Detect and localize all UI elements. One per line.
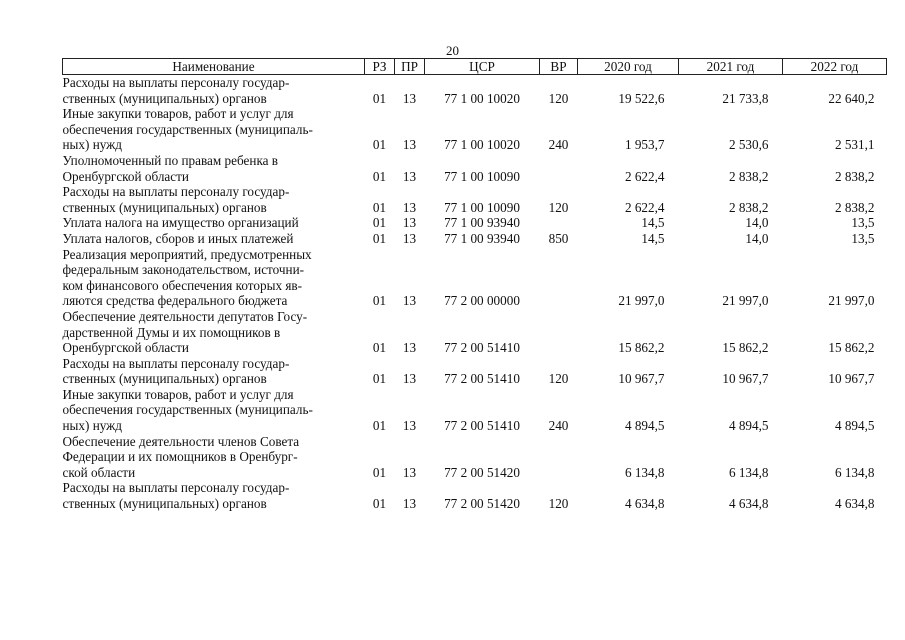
row-pr: 13 — [402, 230, 417, 246]
row-2022: 6 134,8 — [834, 464, 875, 480]
row-2021: 2 838,2 — [728, 168, 769, 184]
header-pr: ПР — [395, 59, 425, 75]
row-vr — [540, 309, 578, 356]
row-2022: 13,5 — [851, 230, 875, 246]
row-vr: 850 — [548, 230, 569, 246]
row-csr: 77 2 00 51410 — [444, 371, 520, 387]
table-row — [63, 106, 887, 153]
row-pr: 13 — [402, 496, 417, 512]
row-2022: 2 838,2 — [834, 168, 875, 184]
row-2020: 14,5 — [641, 215, 665, 231]
header-name: Наименование — [63, 59, 365, 75]
row-name: Уплата налога на имущество организаций — [62, 215, 299, 231]
row-csr: 77 2 00 51420 — [444, 496, 520, 512]
header-2022: 2022 год — [783, 59, 887, 75]
row-name: Расходы на выплаты персоналу государ- ственных (муниципальных) органов — [62, 355, 290, 387]
row-pr: 13 — [402, 293, 417, 309]
table-row — [63, 247, 887, 309]
row-csr: 77 1 00 10090 — [444, 199, 520, 215]
row-rz: 01 — [372, 215, 387, 231]
row-2022: 13,5 — [851, 215, 875, 231]
row-name: Обеспечение деятельности депутатов Госу- дарственной Думы и их помощников в Оренбургской области — [62, 308, 308, 356]
row-csr: 77 1 00 93940 — [444, 230, 520, 246]
row-2020: 2 622,4 — [624, 199, 665, 215]
row-rz: 01 — [372, 418, 387, 434]
row-2020: 10 967,7 — [618, 371, 665, 387]
table-row — [63, 75, 887, 107]
row-vr: 120 — [548, 199, 569, 215]
row-rz: 01 — [372, 496, 387, 512]
table-row — [63, 309, 887, 356]
row-2021: 6 134,8 — [728, 464, 769, 480]
row-pr: 13 — [402, 137, 417, 153]
row-csr: 77 2 00 00000 — [444, 293, 520, 309]
row-name: Обеспечение деятельности членов Совета Федерации и их помощников в Оренбург- ской области — [62, 433, 300, 480]
row-vr — [540, 247, 578, 309]
row-csr: 77 1 00 10020 — [444, 137, 520, 153]
row-2022: 10 967,7 — [828, 371, 875, 387]
row-2021: 2 838,2 — [728, 199, 769, 215]
row-vr: 120 — [548, 90, 569, 106]
row-2021: 21 733,8 — [722, 90, 769, 106]
row-vr — [540, 153, 578, 184]
row-pr: 13 — [402, 418, 417, 434]
table-row — [63, 184, 887, 215]
row-pr: 13 — [402, 90, 417, 106]
row-2021: 21 997,0 — [722, 293, 769, 309]
row-name: Уполномоченный по правам ребенка в Оренбургской области — [62, 152, 279, 184]
row-rz: 01 — [372, 464, 387, 480]
row-2021: 2 530,6 — [728, 137, 769, 153]
row-pr: 13 — [402, 168, 417, 184]
row-2022: 2 838,2 — [834, 199, 875, 215]
row-name: Реализация мероприятий, предусмотренных федеральным законодательством, источни- ком финансового обеспечения которых яв- ляются средства федерального бюджета — [62, 246, 312, 309]
row-name: Уплата налогов, сборов и иных платежей — [62, 230, 294, 246]
row-csr: 77 1 00 93940 — [444, 215, 520, 231]
row-vr: 240 — [548, 418, 569, 434]
row-vr — [540, 215, 578, 231]
row-2021: 15 862,2 — [722, 340, 769, 356]
row-name: Иные закупки товаров, работ и услуг для обеспечения государственных (муниципаль- ных) нужд — [62, 106, 313, 153]
row-pr: 13 — [402, 371, 417, 387]
table-row — [63, 356, 887, 387]
row-name: Расходы на выплаты персоналу государ- ственных (муниципальных) органов — [62, 184, 290, 215]
row-2020: 15 862,2 — [618, 340, 665, 356]
row-rz: 01 — [372, 90, 387, 106]
row-csr: 77 2 00 51420 — [444, 464, 520, 480]
row-2021: 14,0 — [745, 215, 769, 231]
row-rz: 01 — [372, 137, 387, 153]
row-2020: 14,5 — [641, 230, 665, 246]
row-name: Расходы на выплаты персоналу государ- ственных (муниципальных) органов — [62, 75, 290, 106]
row-rz: 01 — [372, 168, 387, 184]
row-2022: 4 894,5 — [834, 418, 875, 434]
row-rz: 01 — [372, 371, 387, 387]
row-pr: 13 — [402, 340, 417, 356]
table-row — [63, 153, 887, 184]
table-row — [63, 231, 887, 247]
header-2020: 2020 год — [578, 59, 679, 75]
row-2020: 4 894,5 — [624, 418, 665, 434]
row-2022: 15 862,2 — [828, 340, 875, 356]
row-pr: 13 — [402, 199, 417, 215]
row-2022: 21 997,0 — [828, 293, 875, 309]
header-vr: ВР — [540, 59, 578, 75]
table-row — [63, 387, 887, 434]
row-rz: 01 — [372, 199, 387, 215]
row-vr — [540, 434, 578, 481]
row-2022: 4 634,8 — [834, 496, 875, 512]
table-body — [63, 75, 887, 512]
row-csr: 77 2 00 51410 — [444, 340, 520, 356]
row-2020: 19 522,6 — [618, 90, 665, 106]
row-rz: 01 — [372, 340, 387, 356]
row-rz: 01 — [372, 293, 387, 309]
row-csr: 77 1 00 10020 — [444, 90, 520, 106]
row-2021: 4 894,5 — [728, 418, 769, 434]
row-rz: 01 — [372, 230, 387, 246]
row-vr: 120 — [548, 496, 569, 512]
table-header — [63, 59, 887, 75]
row-2020: 21 997,0 — [618, 293, 665, 309]
row-csr: 77 1 00 10090 — [444, 168, 520, 184]
table-row — [63, 215, 887, 231]
row-2022: 2 531,1 — [834, 137, 875, 153]
header-rz: РЗ — [365, 59, 395, 75]
row-name: Расходы на выплаты персоналу государ- ственных (муниципальных) органов — [62, 480, 290, 512]
table-row — [63, 480, 887, 511]
row-2020: 6 134,8 — [624, 464, 665, 480]
table-row — [63, 434, 887, 481]
row-2020: 2 622,4 — [624, 168, 665, 184]
row-vr: 240 — [548, 137, 569, 153]
header-2021: 2021 год — [679, 59, 783, 75]
row-2022: 22 640,2 — [828, 90, 875, 106]
row-vr: 120 — [548, 371, 569, 387]
row-2021: 4 634,8 — [728, 496, 769, 512]
row-csr: 77 2 00 51410 — [444, 418, 520, 434]
row-2020: 1 953,7 — [624, 137, 665, 153]
row-name: Иные закупки товаров, работ и услуг для обеспечения государственных (муниципаль- ных) нужд — [62, 386, 313, 434]
row-2020: 4 634,8 — [624, 496, 665, 512]
page-number: 20 — [446, 43, 459, 58]
row-2021: 10 967,7 — [722, 371, 769, 387]
row-2021: 14,0 — [745, 230, 769, 246]
row-pr: 13 — [402, 464, 417, 480]
header-csr: ЦСР — [425, 59, 540, 75]
row-pr: 13 — [402, 215, 417, 231]
budget-table — [62, 58, 887, 512]
